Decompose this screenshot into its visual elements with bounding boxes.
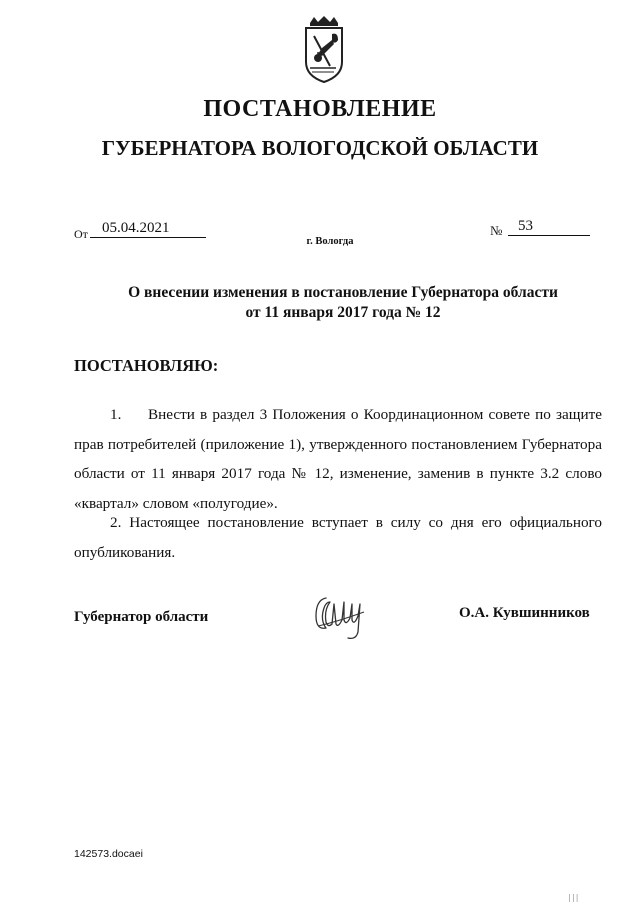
document-number: 53 [508,218,590,236]
decree-heading: ПОСТАНОВЛЯЮ: [74,356,219,375]
paragraph-1-number: 1. [110,406,122,423]
paragraph-1-text: Внести в раздел 3 Положения о Координационном совете по защите прав потребителей (приложение 1), утвержденного постановлением Губернатора области от 11 января 2017 года № 12, изменение, заменив в пункте 3.2 слово «квартал» словом «полугодие». [74,406,602,512]
signatory-name: О.А. Кувшинников [459,605,590,621]
handwritten-signature [312,590,376,642]
number-prefix: № [490,223,503,238]
subject-line-1: О внесении изменения в постановление Губернатора области [128,284,558,301]
date-prefix: От [74,227,88,241]
subject-line-2: от 11 января 2017 года № 12 [245,304,441,321]
paragraph-1 [74,400,602,518]
document-subtitle: ГУБЕРНАТОРА ВОЛОГОДСКОЙ ОБЛАСТИ [101,136,539,160]
city-label: г. Вологда [306,236,354,247]
document-title: ПОСТАНОВЛЕНИЕ [203,96,437,122]
signatory-position: Губернатор области [74,609,209,625]
file-name: 142573.docaei [74,848,143,860]
coat-of-arms-emblem [296,14,352,86]
document-date: 05.04.2021 [90,220,206,238]
paragraph-2: 2. Настоящее постановление вступает в силу со дня его официального опубликования. [74,514,602,561]
document-subject [0,283,640,323]
page-marks: | | | [569,893,578,902]
